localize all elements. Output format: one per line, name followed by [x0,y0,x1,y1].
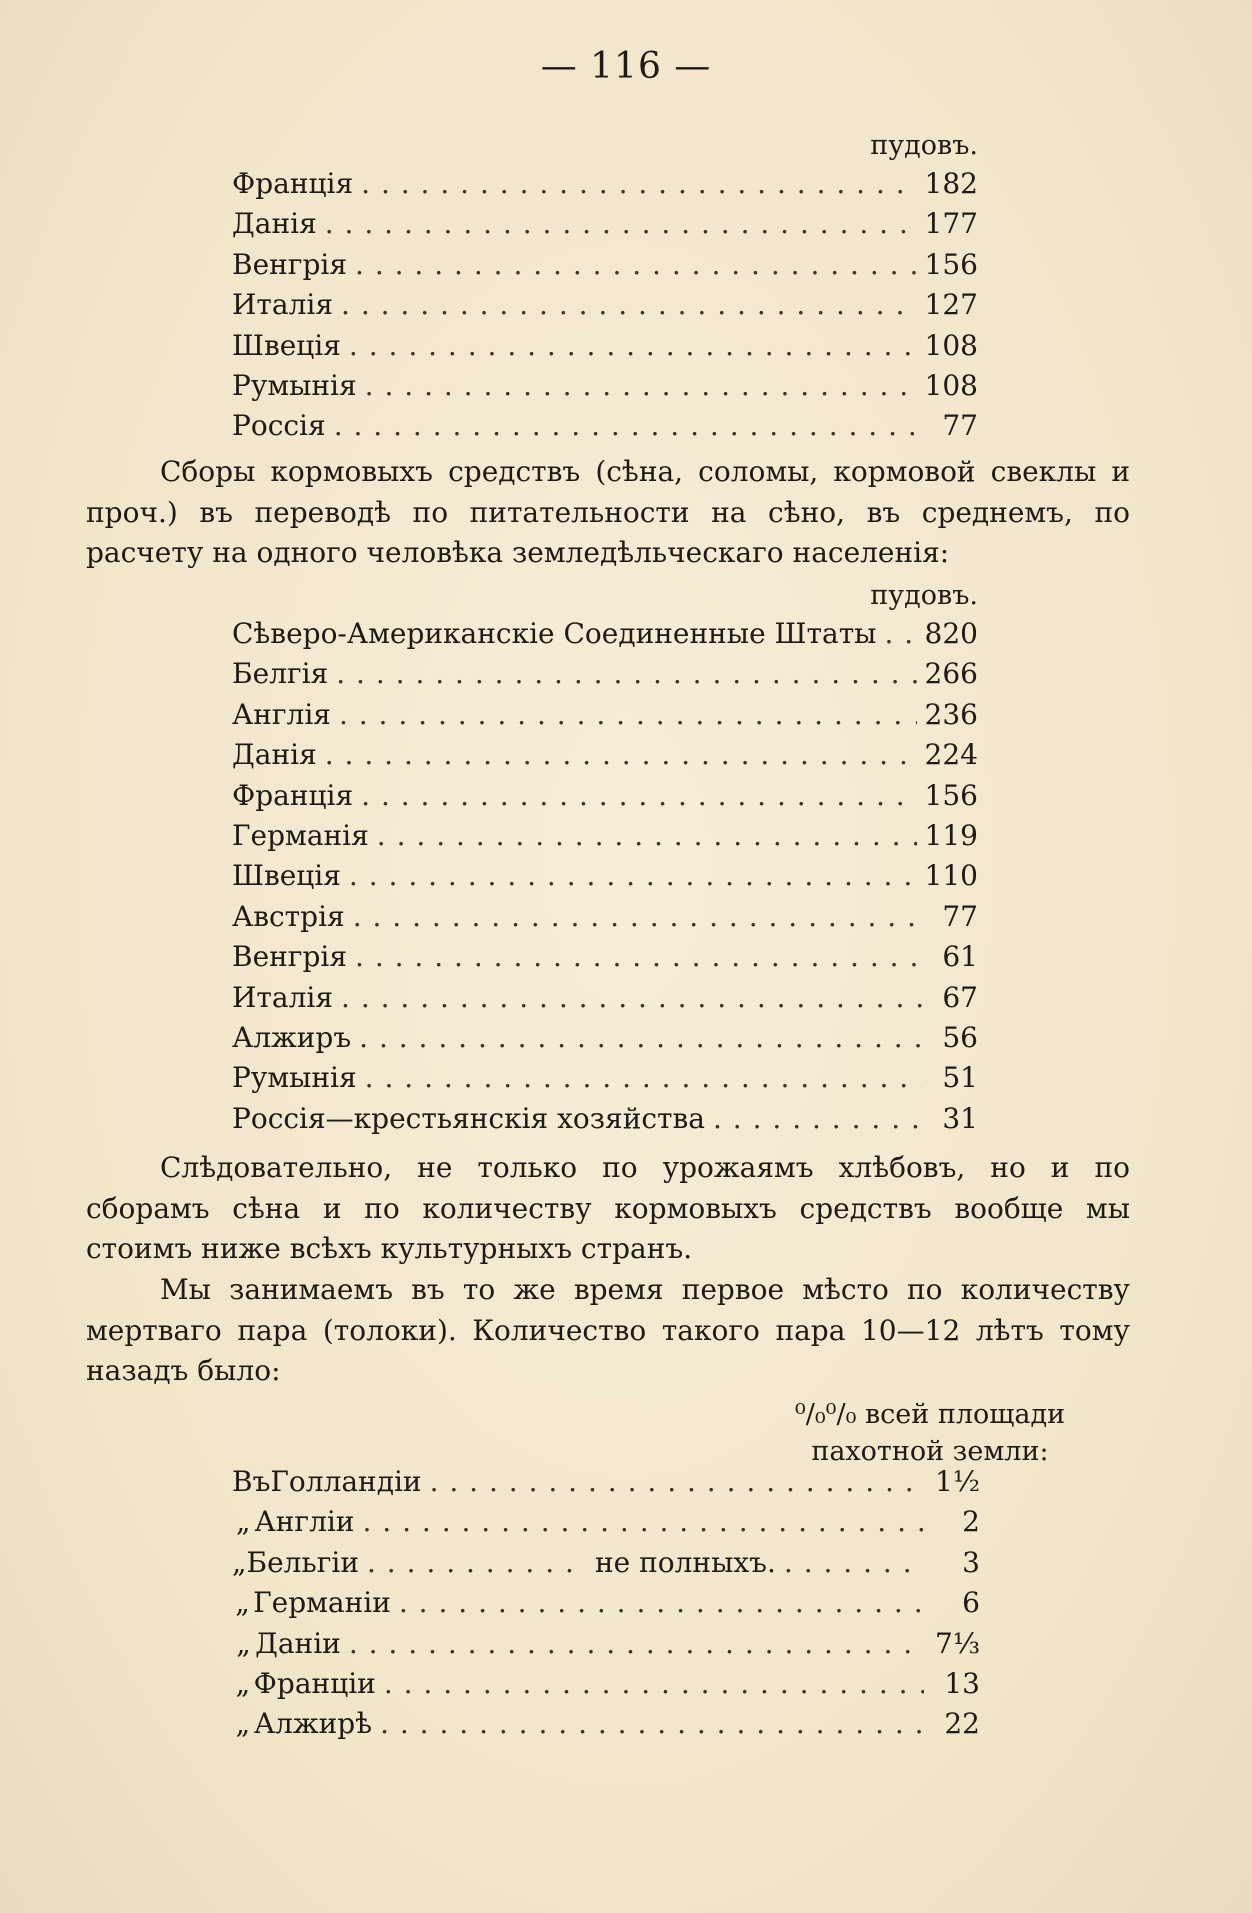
paragraph-fallow: Мы занимаемъ въ то же время первое мѣсто по количеству мертваго пара (толоки). Количество такого пара 10—12 лѣтъ тому назадъ было: [86,1273,1130,1387]
row-value: 224 [924,738,978,772]
country-name: Австрія [232,899,345,933]
row-value: 820 [924,617,978,650]
table-row [232,1099,978,1139]
row-value: 67 [942,980,978,1014]
row-value: 2 [962,1505,980,1539]
row-value: 6 [962,1586,980,1620]
country-name: Сѣверо-Американскіе Соединенные Штаты [232,617,877,650]
leader-dots [353,897,922,937]
row-preposition: Въ [232,1465,271,1498]
country-name: Данія [232,738,317,772]
country-name: Бельгіи [246,1545,359,1579]
row-value: 31 [942,1101,978,1135]
row-value: 61 [942,940,978,974]
table-row [232,406,978,446]
leader-dots [349,326,917,366]
table-row [232,897,978,937]
row-value: 182 [924,167,978,200]
unit-label: пудовъ. [870,580,978,611]
table-row [232,816,978,856]
leader-dots [355,937,922,977]
row-value: 51 [942,1061,978,1095]
row-value: 1½ [935,1465,980,1498]
leader-dots [339,695,917,735]
leader-dots [399,1583,924,1623]
country-name: Даніи [255,1626,341,1660]
ditto-mark: „ [236,1626,251,1660]
table-row [232,245,978,285]
table-row [232,937,978,977]
row-value: 77 [942,409,978,443]
table-row [232,856,978,896]
country-name: Италія [232,980,334,1014]
row-value: 22 [944,1707,980,1741]
row-value: 77 [942,899,978,933]
leader-dots [325,735,917,775]
country-name: Франція [232,167,354,200]
country-name: Россія—крестьянскія хозяйства [232,1101,705,1135]
row-value: 119 [924,818,978,852]
row-value: 108 [924,328,978,362]
row-value: 7⅓ [935,1626,980,1660]
percent-header-line2: пахотной земли: [811,1436,1049,1467]
country-name: Румынія [232,368,357,402]
table-row [232,1583,980,1623]
country-name: Англіи [254,1505,355,1539]
yield-table [232,128,978,447]
row-value: 266 [924,657,978,691]
table-row [232,326,978,366]
country-name: Россія [232,409,326,443]
table-row [232,776,978,816]
leader-dots [361,776,916,816]
country-name: Алжиръ [232,1020,352,1054]
country-name: Германіи [253,1586,391,1620]
ditto-mark: „ [232,1545,247,1579]
country-name: Румынія [232,1061,357,1095]
unit-label: пудовъ. [870,130,978,161]
ditto-mark: „ [235,1707,251,1741]
country-name: Венгрія [232,940,348,974]
leader-dots [365,1058,922,1098]
page-number: — 116 — [540,46,712,87]
row-value: 127 [924,288,978,322]
table-rows [232,614,978,1139]
row-value: 56 [942,1020,978,1054]
table-row [232,164,978,204]
country-name: Германія [232,818,369,852]
fallow-table [232,1462,980,1745]
table-row [232,695,978,735]
table-row [232,614,978,654]
percent-header-line1: ⁰/₀⁰/₀ всей площади [794,1399,1066,1430]
leader-dots [713,1099,922,1139]
leader-dots [336,654,916,694]
leader-dots [349,1624,924,1664]
table-row [232,285,978,325]
leader-dots [377,816,917,856]
row-value: 108 [924,368,978,402]
leader-dots [325,204,917,244]
leader-dots [362,1502,924,1542]
row-note: не полныхъ. [594,1545,776,1579]
table-row [232,1058,978,1098]
leader-dots [365,366,917,406]
country-name: Данія [232,207,317,241]
leader-dots [361,164,916,204]
table-row [232,1704,980,1744]
percent-header [760,1396,1100,1470]
ditto-mark: „ [236,1505,251,1539]
table-row [232,1502,980,1542]
leader-dots [430,1462,924,1502]
country-name: Франціи [253,1666,376,1700]
table-row [232,1462,980,1502]
leader-dots [784,1543,924,1583]
row-value: 3 [962,1545,980,1579]
country-name: Белгія [232,657,329,691]
leader-dots [367,1543,587,1583]
table-row [232,204,978,244]
row-value: 156 [924,247,978,281]
table-row [232,1664,980,1704]
country-name: Голландіи [270,1465,422,1498]
table-row [232,654,978,694]
country-name: Швеція [232,859,341,893]
leader-dots [884,614,916,654]
fodder-table [232,578,978,1139]
row-value: 13 [944,1666,980,1700]
table-rows [232,164,978,447]
leader-dots [380,1704,924,1744]
leader-dots [349,856,917,896]
row-value: 156 [924,778,978,812]
leader-dots [384,1664,924,1704]
country-name: Венгрія [232,247,348,281]
leader-dots [355,245,917,285]
ditto-mark: „ [235,1586,250,1620]
country-name: Франція [232,778,354,812]
table-row [232,1543,980,1583]
country-name: Швеція [232,328,341,362]
table-row [232,735,978,775]
table-row [232,366,978,406]
leader-dots [341,978,922,1018]
row-value: 236 [924,697,978,731]
table-row [232,978,978,1018]
country-name: Англія [232,697,331,731]
leader-dots [359,1018,922,1058]
country-name: Италія [232,288,334,322]
leader-dots [341,285,917,325]
row-value: 110 [924,859,978,893]
paragraph-fodder: Сборы кормовыхъ средствъ (сѣна, соломы, кормовой свеклы и проч.) въ переводѣ по питательности на сѣно, въ среднемъ, по расчету на одного человѣка земледѣльческаго населенія: [86,455,1130,569]
country-name: Алжирѣ [253,1707,373,1741]
leader-dots [334,406,922,446]
ditto-mark: „ [235,1666,251,1700]
paragraph-conclusion: Слѣдовательно, не только по урожаямъ хлѣбовъ, но и по сборамъ сѣна и по количеству кормовыхъ средствъ вообще мы стоимъ ниже всѣхъ культурныхъ странъ. [86,1151,1130,1265]
table-row [232,1624,980,1664]
row-value: 177 [924,207,978,241]
table-row [232,1018,978,1058]
